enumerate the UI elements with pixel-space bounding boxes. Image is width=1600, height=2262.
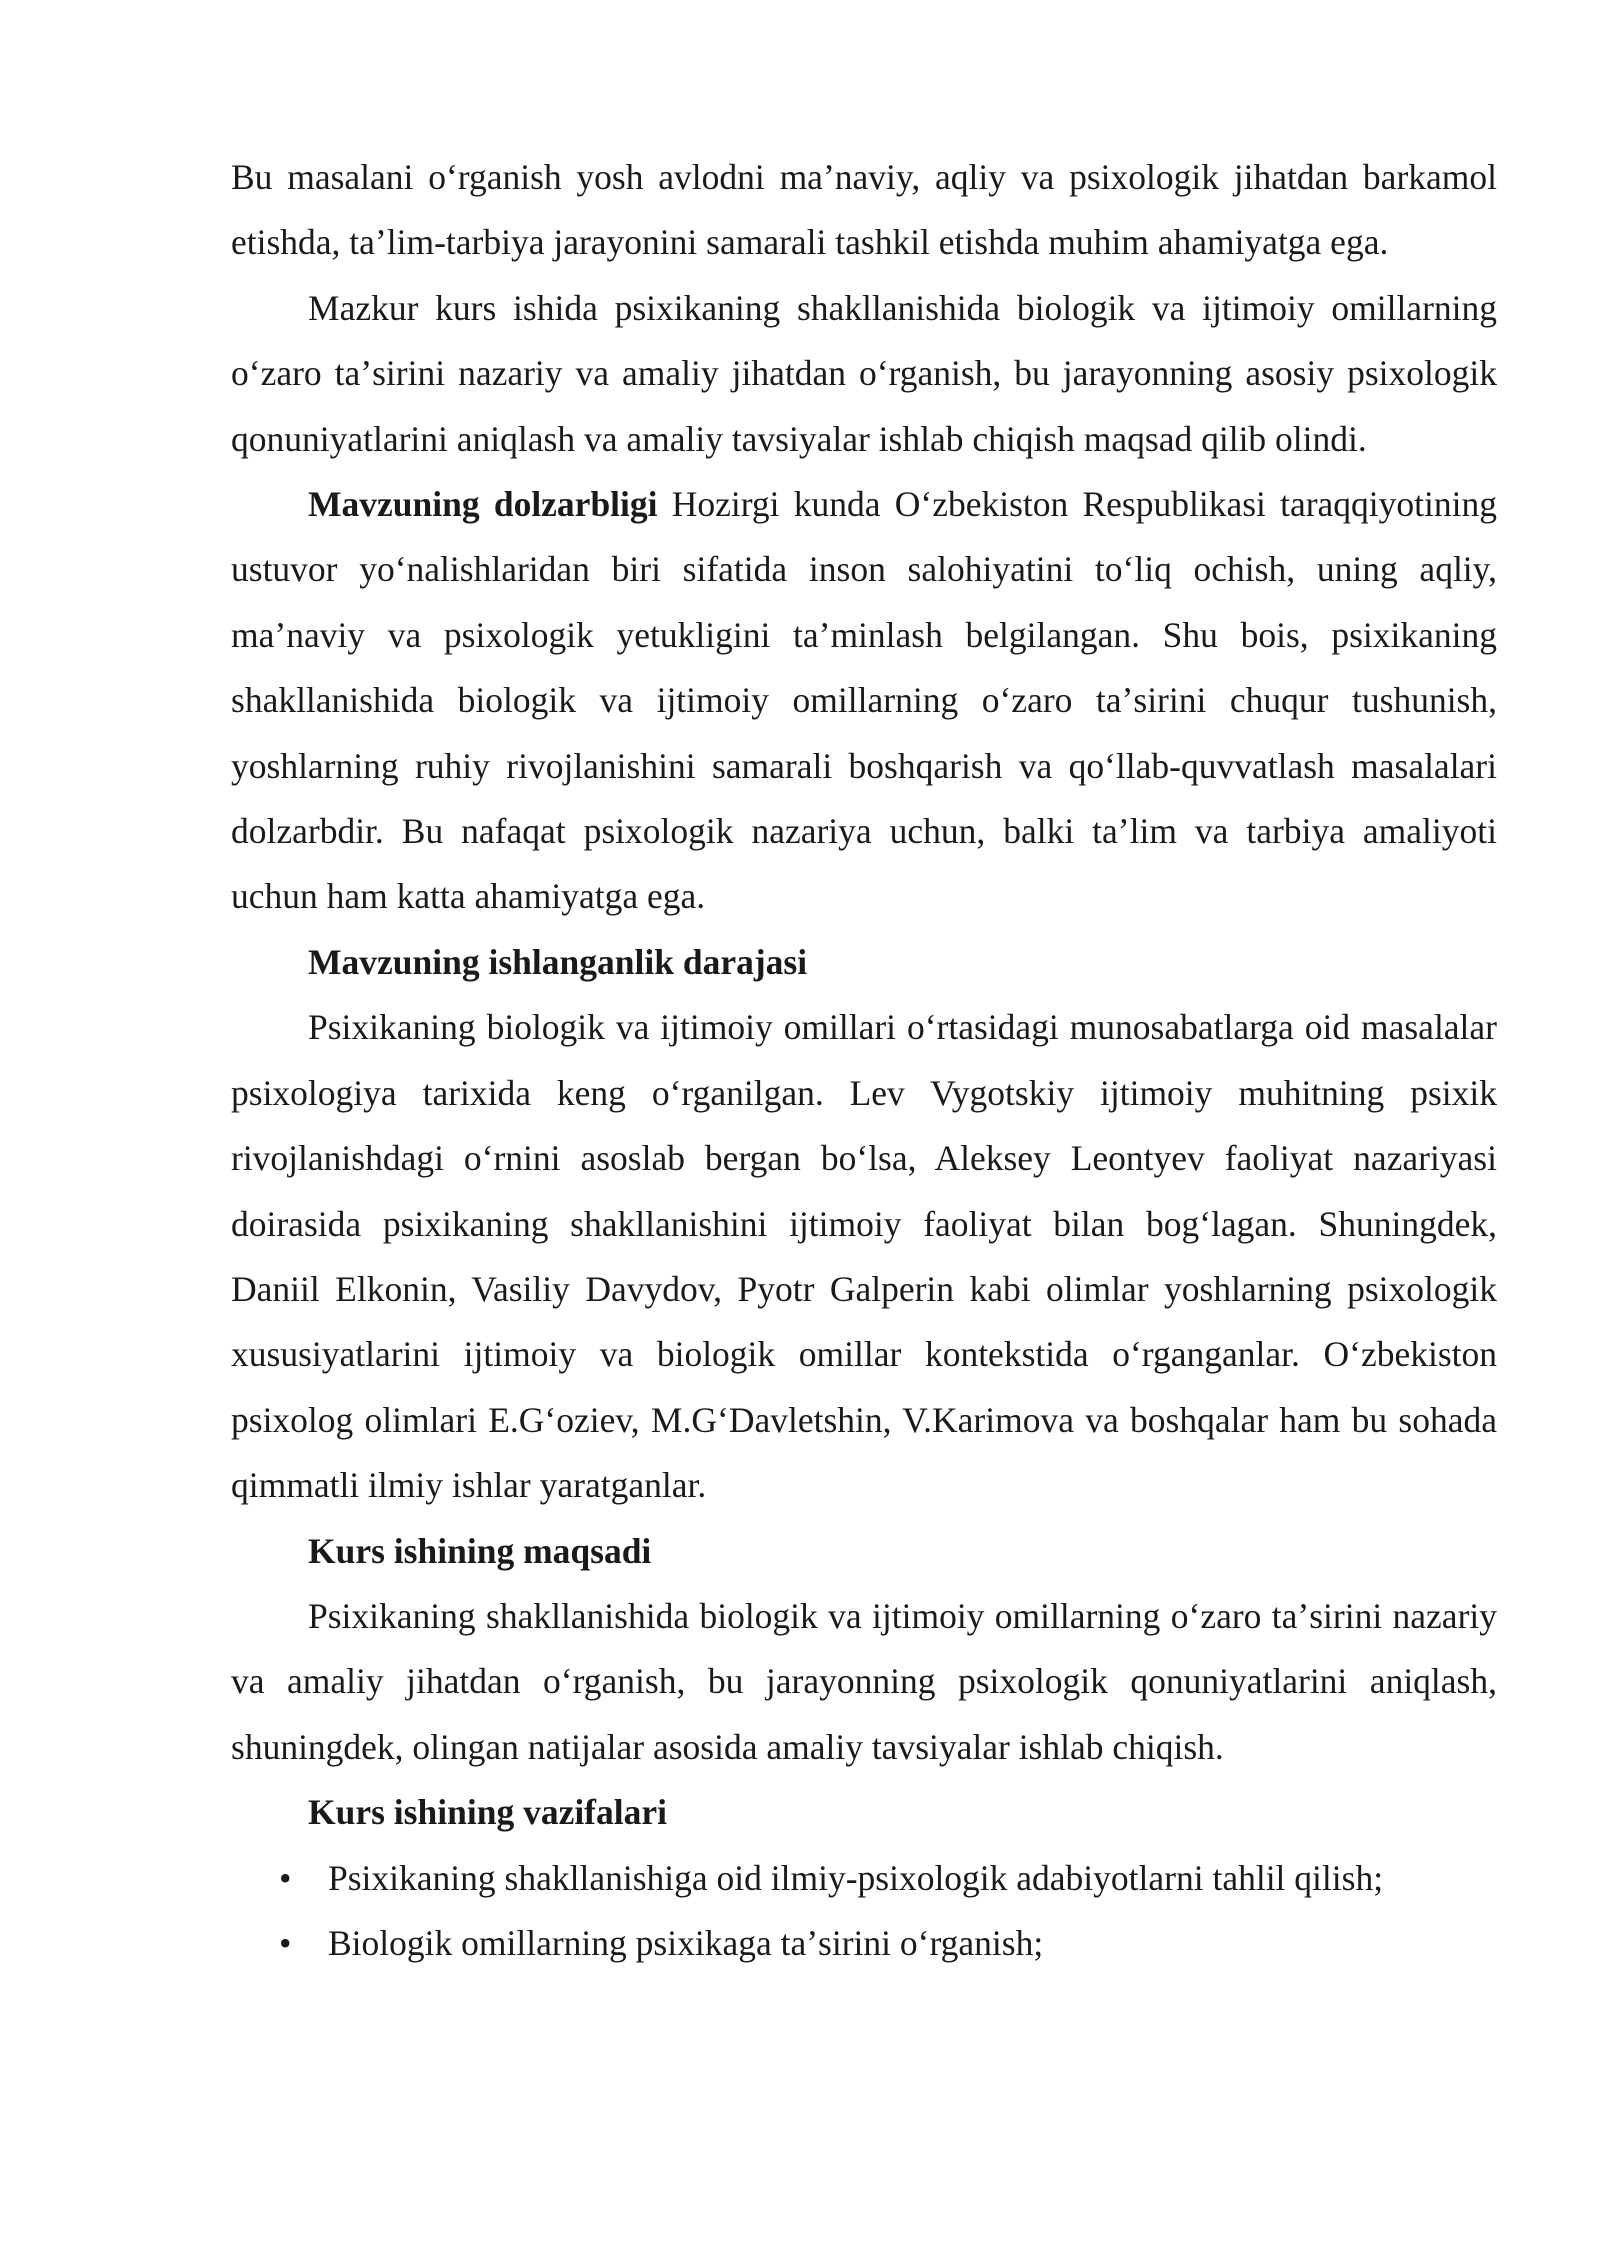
course-aim-paragraph: Mazkur kurs ishida psixikaning shakllanishida biologik va ijtimoiy omillarning oʻzaro taʼsirini nazariy va amaliy jihatdan oʻrganish, bu jarayonning asosiy psixologik qonuniyatlarini aniqlash va amaliy tavsiyalar ishlab chiqish maqsad qilib olindi. — [231, 287, 1497, 459]
relevance-paragraph — [231, 472, 1497, 930]
study-degree-paragraph: Psixikaning biologik va ijtimoiy omillari oʻrtasidagi munosabatlarga oid masalalar psixologiya tarixida keng oʻrganilgan. Lev Vygotskiy ijtimoiy muhitning psixik rivojlanishdagi oʻrnini asoslab bergan boʻlsa, Aleksey Leontyev faoliyat nazariyasi doirasida psixikaning shakllanishini ijtimoiy faoliyat bilan bogʻlagan. Shuningdek, Daniil Elkonin, Vasiliy Davydov, Pyotr Galperin kabi olimlar yoshlarning psixologik xususiyatlarini ijtimoiy va biologik omillar kontekstida oʻrganganlar. Oʻzbekiston psixolog olimlari E.Gʻoziev, M.GʻDavletshin, V.Karimova va boshqalar ham bu sohada qimmatli ilmiy ishlar yaratganlar. — [231, 1007, 1497, 1506]
goal-paragraph: Psixikaning shakllanishida biologik va ijtimoiy omillarning oʻzaro taʼsirini nazariy va amaliy jihatdan oʻrganish, bu jarayonning psixologik qonuniyatlarini aniqlash, shuningdek, olingan natijalar asosida amaliy tavsiyalar ishlab chiqish. — [231, 1595, 1497, 1767]
heading-tasks: Kurs ishining vazifalari — [308, 1792, 667, 1833]
relevance-label: Mavzuning dolzarbligi — [308, 484, 658, 525]
intro-paragraph: Bu masalani oʻrganish yosh avlodni maʼnaviy, aqliy va psixologik jihatdan barkamol etishda, taʼlim-tarbiya jarayonini samarali tashkil etishda muhim ahamiyatga ega. — [231, 157, 1497, 263]
list-item — [231, 1846, 1497, 1911]
list-item-text: Biologik omillarning psixikaga taʼsirini oʻrganish; — [328, 1922, 1044, 1963]
list-item-text: Psixikaning shakllanishiga oid ilmiy-psixologik adabiyotlarni tahlil qilish; — [328, 1857, 1384, 1898]
bullet-icon: • — [279, 1922, 292, 1963]
list-item — [231, 1911, 1497, 1976]
heading-goal: Kurs ishining maqsadi — [308, 1530, 652, 1571]
bullet-icon: • — [279, 1857, 292, 1898]
document-page — [231, 145, 1497, 1976]
tasks-list — [231, 1846, 1497, 1977]
relevance-text: Hozirgi kunda Oʻzbekiston Respublikasi taraqqiyotining ustuvor yoʻnalishlaridan biri sifatida inson salohiyatini toʻliq ochish, uning aqliy, maʼnaviy va psixologik yetukligini taʼminlash belgilangan. Shu bois, psixikaning shakllanishida biologik va ijtimoiy omillarning oʻzaro taʼsirini chuqur tushunish, yoshlarning ruhiy rivojlanishini samarali boshqarish va qoʻllab-quvvatlash masalalari dolzarbdir. Bu nafaqat psixologik nazariya uchun, balki taʼlim va tarbiya amaliyoti uchun ham katta ahamiyatga ega. — [231, 484, 1497, 917]
heading-study-degree: Mavzuning ishlanganlik darajasi — [308, 941, 808, 982]
